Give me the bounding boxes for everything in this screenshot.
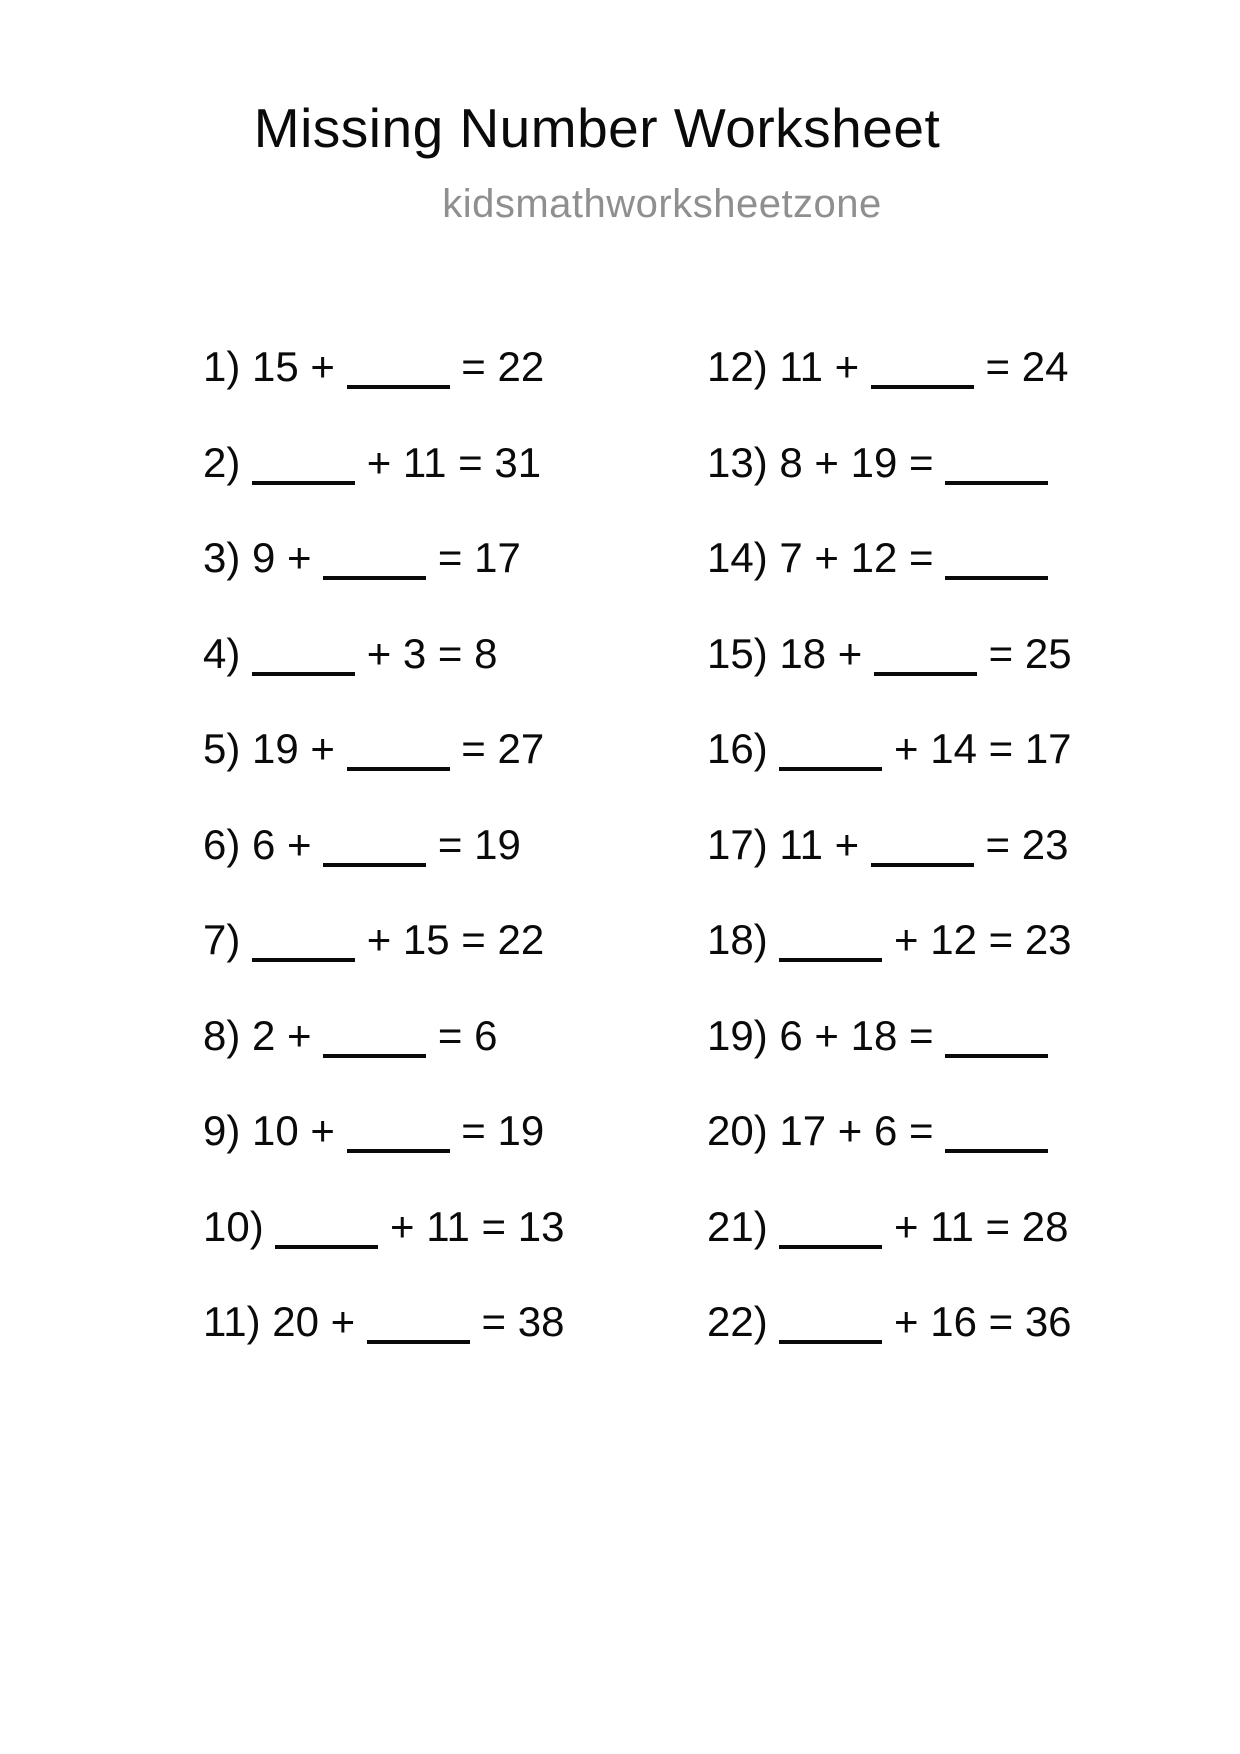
problem-text-before-blank: 6 + [240, 820, 324, 868]
problem-number: 3) [203, 534, 241, 581]
problem-number: 5) [203, 725, 241, 772]
problem-number: 9) [203, 1107, 241, 1154]
problem-number: 17) [707, 820, 768, 868]
problem-row [707, 629, 1072, 725]
problem-text-after-blank: = 23 [973, 820, 1069, 868]
problem-number: 22) [707, 1298, 768, 1345]
problem-number: 4) [203, 629, 241, 677]
problem-text-before-blank: 11 + [767, 343, 871, 390]
problem-text-before-blank: 20 + [260, 1298, 367, 1345]
problem-number: 1) [203, 343, 241, 390]
answer-blank [347, 385, 450, 389]
problem-text-after-blank: = 19 [426, 820, 521, 868]
problem-row [203, 1106, 564, 1202]
answer-blank [871, 385, 974, 389]
problems-column-right [707, 342, 1072, 1393]
problem-number: 7) [203, 916, 241, 963]
problem-text-before-blank [240, 630, 252, 677]
problem-text-before-blank: 19 + [240, 725, 347, 772]
problem-number: 19) [707, 1011, 768, 1059]
problem-text-after-blank: = 17 [426, 534, 521, 581]
problem-text-before-blank: 9 + [240, 534, 324, 581]
problem-number: 11) [203, 1298, 261, 1345]
problem-text-after-blank: + 16 = 36 [882, 1298, 1072, 1345]
problem-text-after-blank: = 25 [976, 629, 1072, 677]
problem-text-after-blank: = 24 [973, 343, 1069, 390]
problem-row [707, 342, 1072, 438]
problem-text-after-blank: = 38 [469, 1298, 565, 1345]
problem-number: 6) [203, 820, 241, 868]
answer-blank [252, 958, 355, 962]
answer-blank [323, 863, 426, 867]
problem-row [203, 915, 564, 1011]
problem-text-before-blank: 18 + [767, 629, 874, 677]
problem-number: 12) [707, 343, 768, 390]
answer-blank [874, 672, 977, 676]
problem-row [707, 915, 1072, 1011]
problem-text-after-blank: + 14 = 17 [882, 725, 1072, 772]
problem-text-before-blank [240, 439, 252, 486]
problem-text-before-blank: 10 + [240, 1107, 347, 1154]
problem-row [707, 1106, 1072, 1202]
answer-blank [323, 576, 426, 580]
problem-text-after-blank: + 11 = 31 [355, 438, 542, 486]
problem-text-before-blank [768, 1298, 780, 1345]
problem-row [203, 533, 564, 629]
problem-text-before-blank: 6 + 18 = [767, 1011, 946, 1059]
problem-number: 21) [707, 1202, 768, 1250]
answer-blank [945, 481, 1048, 485]
problem-number: 15) [707, 629, 768, 677]
problem-text-before-blank: 15 + [240, 343, 347, 390]
problems-column-left [203, 342, 564, 1393]
problem-text-after-blank: = 22 [449, 343, 545, 390]
problem-row [707, 1011, 1072, 1107]
problem-text-after-blank: + 12 = 23 [882, 916, 1072, 963]
problem-text-before-blank: 17 + 6 = [767, 1107, 946, 1154]
problem-row [203, 1011, 564, 1107]
problem-text-before-blank [264, 1203, 276, 1250]
page-title: Missing Number Worksheet [253, 97, 941, 159]
problem-text-after-blank: + 15 = 22 [355, 916, 545, 963]
problem-text-before-blank [768, 725, 780, 772]
problem-text-after-blank: = 27 [449, 725, 545, 772]
problem-row [707, 724, 1072, 820]
answer-blank [871, 863, 974, 867]
problem-number: 2) [203, 438, 241, 486]
problem-text-after-blank: = 6 [426, 1011, 498, 1059]
problem-row [203, 820, 564, 916]
problem-text-before-blank: 7 + 12 = [767, 534, 946, 581]
problem-row [707, 1297, 1072, 1393]
problem-row [203, 1297, 564, 1393]
problem-number: 16) [707, 725, 768, 772]
problem-text-after-blank: + 3 = 8 [355, 629, 498, 677]
problem-row [707, 820, 1072, 916]
problem-text-before-blank [240, 916, 252, 963]
problem-row [203, 724, 564, 820]
problem-row [707, 533, 1072, 629]
problem-text-before-blank: 8 + 19 = [767, 438, 946, 486]
problem-row [203, 629, 564, 725]
answer-blank [252, 672, 355, 676]
problem-text-before-blank: 2 + [240, 1011, 324, 1059]
problem-text-before-blank [768, 1203, 780, 1250]
problem-number: 14) [707, 534, 768, 581]
answer-blank [945, 576, 1048, 580]
answer-blank [367, 1340, 470, 1344]
answer-blank [275, 1245, 378, 1249]
problem-number: 10) [203, 1202, 264, 1250]
problem-row [203, 1202, 564, 1298]
problem-number: 13) [707, 438, 768, 486]
answer-blank [779, 767, 882, 771]
answer-blank [779, 958, 882, 962]
problem-text-after-blank: + 11 = 28 [882, 1202, 1069, 1250]
answer-blank [347, 1149, 450, 1153]
problem-row [707, 438, 1072, 534]
answer-blank [945, 1054, 1048, 1058]
problem-text-after-blank: + 11 = 13 [378, 1202, 565, 1250]
problem-number: 18) [707, 916, 768, 963]
problem-row [203, 342, 564, 438]
answer-blank [779, 1340, 882, 1344]
answer-blank [945, 1149, 1048, 1153]
problem-text-before-blank [768, 916, 780, 963]
problem-row [707, 1202, 1072, 1298]
page-subtitle: kidsmathworksheetzone [442, 182, 882, 226]
answer-blank [779, 1245, 882, 1249]
problem-text-after-blank: = 19 [449, 1107, 545, 1154]
answer-blank [323, 1054, 426, 1058]
problem-row [203, 438, 564, 534]
problem-number: 20) [707, 1107, 768, 1154]
answer-blank [252, 481, 355, 485]
problem-text-before-blank: 11 + [767, 820, 871, 868]
answer-blank [347, 767, 450, 771]
problem-number: 8) [203, 1011, 241, 1059]
